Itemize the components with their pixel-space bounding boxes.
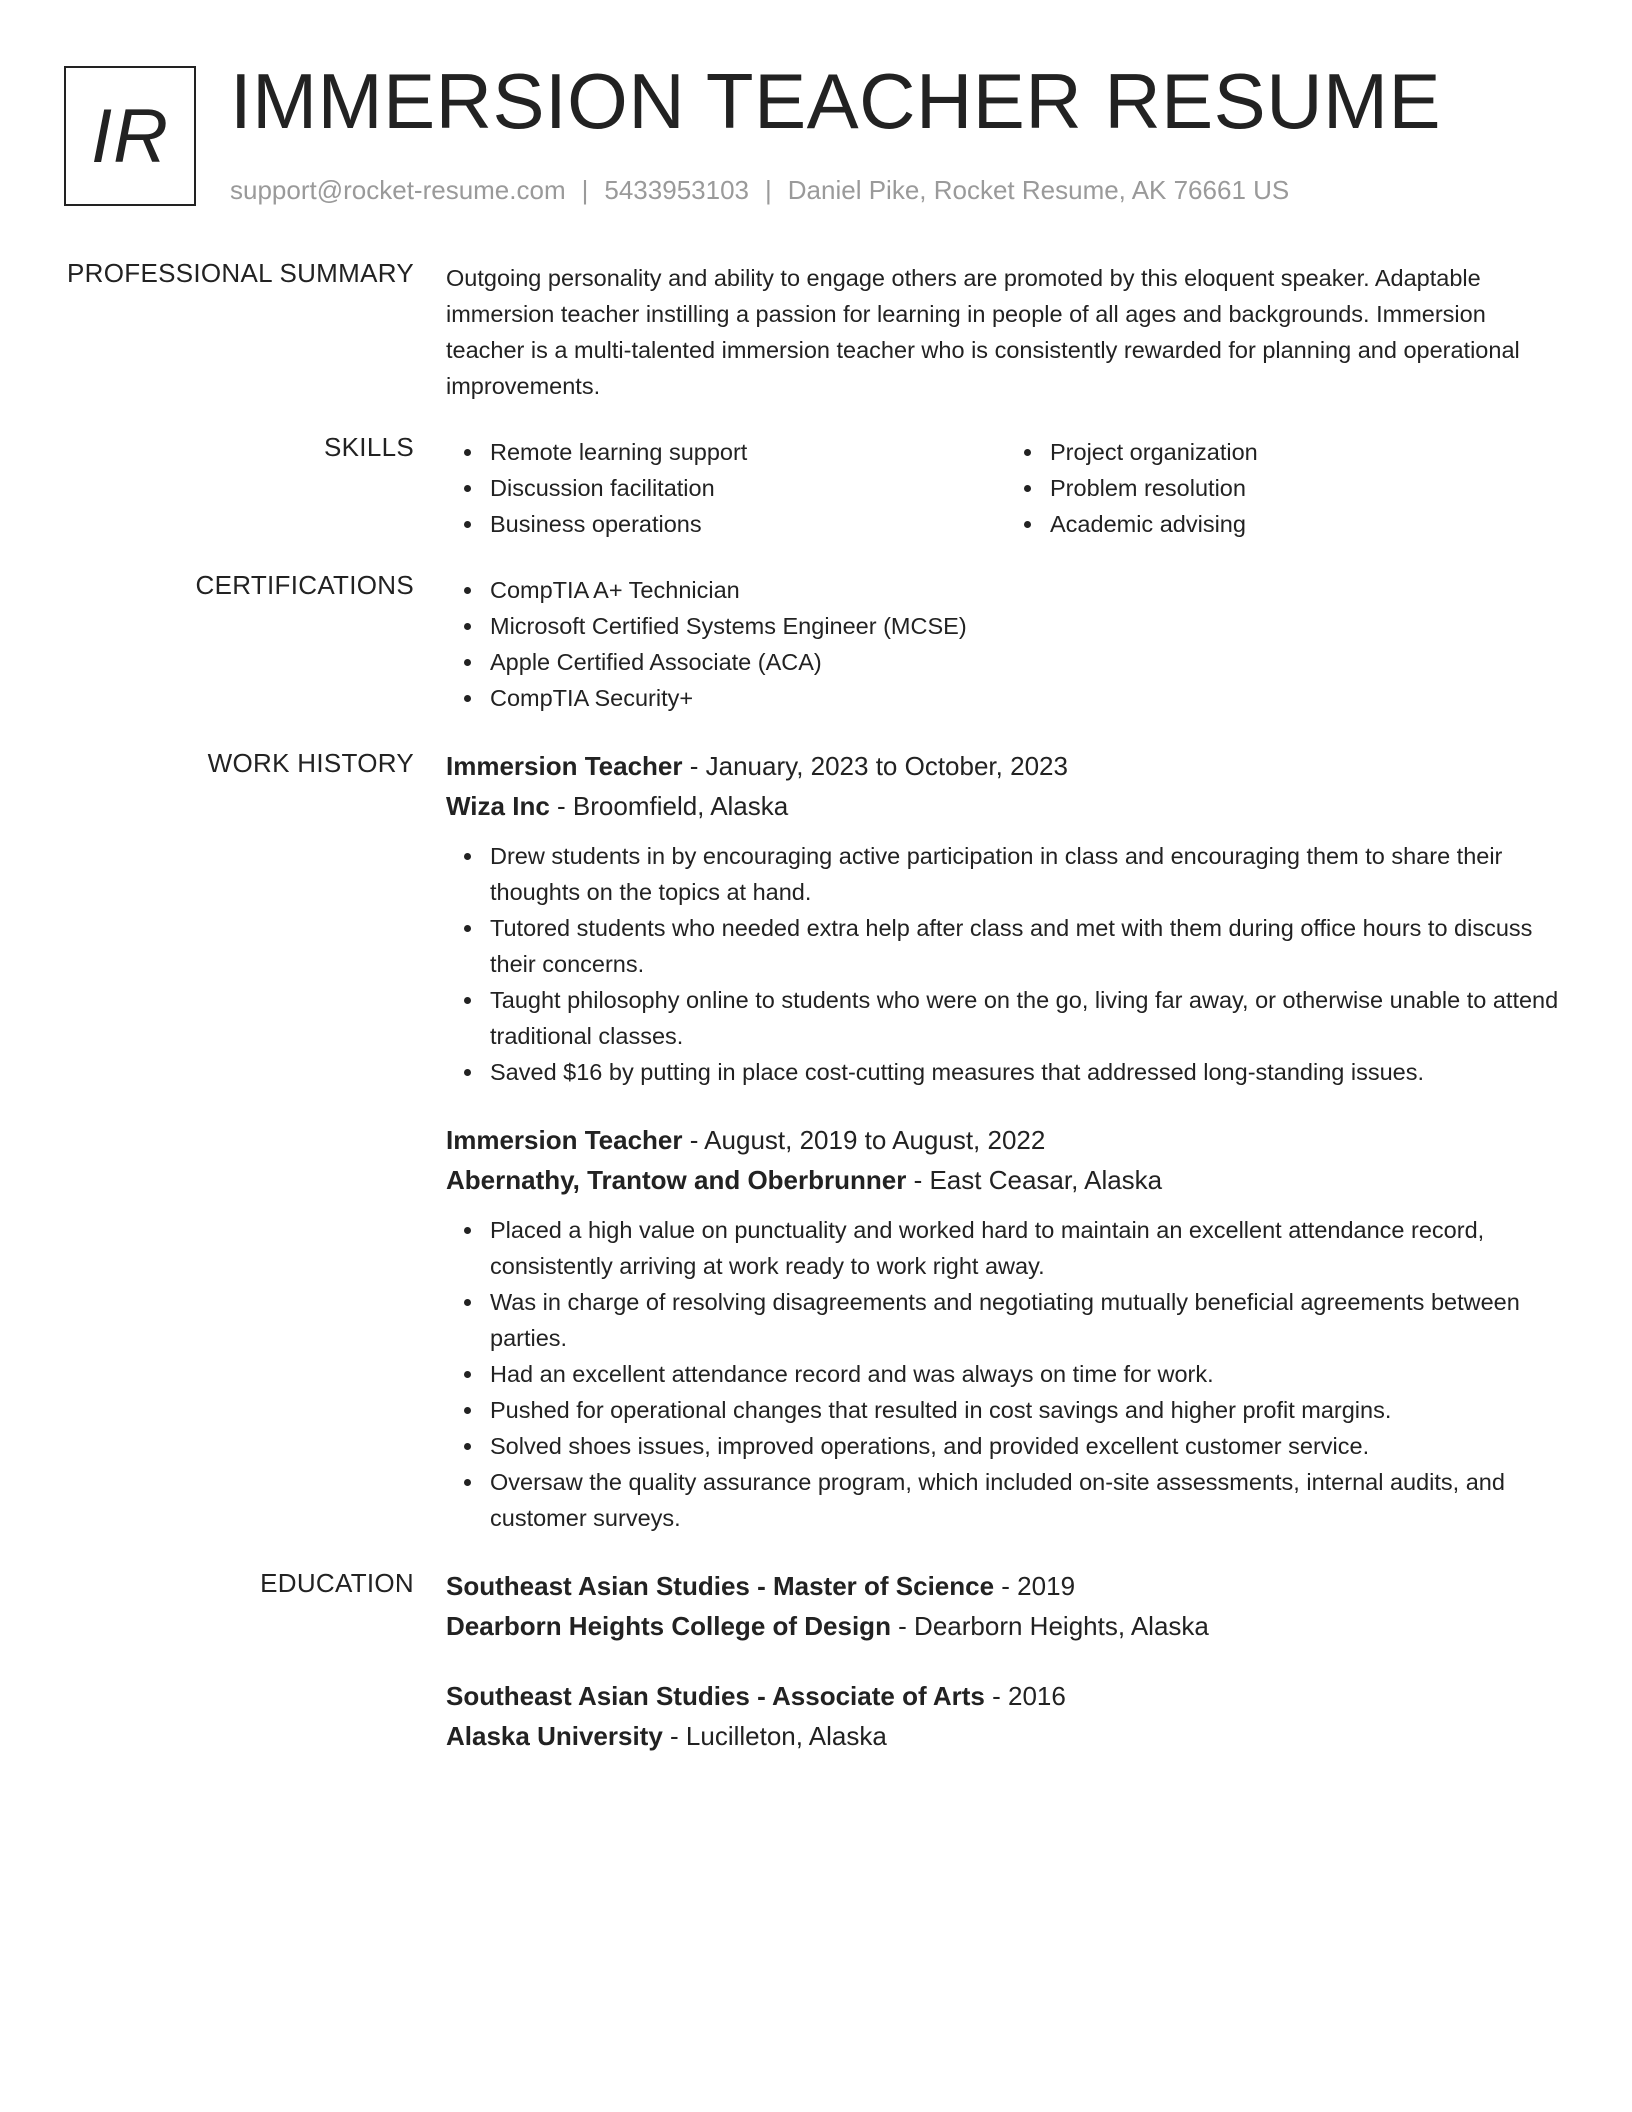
education-location: - Lucilleton, Alaska: [662, 1721, 887, 1751]
skill-item: Project organization: [1050, 434, 1566, 470]
education-year: - 2019: [994, 1571, 1076, 1601]
education-degree: Southeast Asian Studies - Master of Science: [446, 1571, 995, 1601]
education-school: Alaska University: [446, 1721, 663, 1751]
job-entry: [446, 1120, 1566, 1536]
job-bullet: Had an excellent attendance record and was always on time for work.: [490, 1356, 1566, 1392]
education-school-line: [446, 1716, 1566, 1756]
skills-grid: [446, 434, 1566, 542]
job-bullet: Saved $16 by putting in place cost-cutting measures that addressed long-standing issues.: [490, 1054, 1566, 1090]
job-dates: - August, 2019 to August, 2022: [682, 1125, 1046, 1155]
phone[interactable]: 5433953103: [604, 175, 749, 205]
education-school: Dearborn Heights College of Design: [446, 1611, 891, 1641]
education-location: - Dearborn Heights, Alaska: [890, 1611, 1209, 1641]
job-bullets: [446, 838, 1566, 1090]
address: Daniel Pike, Rocket Resume, AK 76661 US: [787, 175, 1290, 205]
section-title-certifications: CERTIFICATIONS: [195, 570, 414, 600]
job-company-line: [446, 786, 1566, 826]
certifications-body: [446, 572, 1566, 716]
education-entry: [446, 1676, 1566, 1756]
email[interactable]: support@rocket-resume.com: [230, 175, 566, 205]
summary-text: Outgoing personality and ability to engage others are promoted by this eloquent speaker. Adaptable immersion teacher instilling a passion for learning in people of all ages and backgrounds. Immersion teacher is a multi-talented immersion teacher who is consistently rewarded for planning and operational improvements.: [446, 265, 1520, 399]
section-title-education: EDUCATION: [260, 1568, 414, 1598]
skill-item: Academic advising: [1050, 506, 1566, 542]
section-title-summary: PROFESSIONAL SUMMARY: [67, 258, 414, 288]
certification-item: Microsoft Certified Systems Engineer (MCSE): [490, 608, 1566, 644]
job-bullet: Placed a high value on punctuality and worked hard to maintain an excellent attendance record, consistently arriving at work ready to work right away.: [490, 1212, 1566, 1284]
contact-line: [230, 175, 1289, 206]
education-degree-line: [446, 1566, 1566, 1606]
work-history-body: [446, 746, 1566, 1536]
job-company: Abernathy, Trantow and Oberbrunner: [446, 1165, 907, 1195]
job-bullets: [446, 1212, 1566, 1536]
job-role: Immersion Teacher: [446, 751, 683, 781]
job-title-line: [446, 1120, 1566, 1160]
separator: |: [765, 175, 772, 205]
job-bullet: Taught philosophy online to students who were on the go, living far away, or otherwise unable to attend traditional classes.: [490, 982, 1566, 1054]
section-title-skills: SKILLS: [324, 432, 414, 462]
certification-item: Apple Certified Associate (ACA): [490, 644, 1566, 680]
job-entry: [446, 746, 1566, 1090]
skills-body: [446, 434, 1566, 542]
certification-item: CompTIA Security+: [490, 680, 1566, 716]
job-company-line: [446, 1160, 1566, 1200]
skill-item: Remote learning support: [490, 434, 1006, 470]
job-role: Immersion Teacher: [446, 1125, 683, 1155]
education-degree-line: [446, 1676, 1566, 1716]
section-title-work-history: WORK HISTORY: [207, 748, 414, 778]
education-entry: [446, 1566, 1566, 1646]
skill-item: Discussion facilitation: [490, 470, 1006, 506]
skills-list-left: [446, 434, 1006, 542]
skill-item: Problem resolution: [1050, 470, 1566, 506]
certification-item: CompTIA A+ Technician: [490, 572, 1566, 608]
job-bullet: Drew students in by encouraging active participation in class and encouraging them to share their thoughts on the topics at hand.: [490, 838, 1566, 910]
job-bullet: Oversaw the quality assurance program, which included on-site assessments, internal audits, and customer surveys.: [490, 1464, 1566, 1536]
education-degree: Southeast Asian Studies - Associate of Arts: [446, 1681, 985, 1711]
job-bullet: Was in charge of resolving disagreements and negotiating mutually beneficial agreements between parties.: [490, 1284, 1566, 1356]
job-bullet: Tutored students who needed extra help after class and met with them during office hours to discuss their concerns.: [490, 910, 1566, 982]
job-location: - Broomfield, Alaska: [549, 791, 789, 821]
job-bullet: Pushed for operational changes that resulted in cost savings and higher profit margins.: [490, 1392, 1566, 1428]
education-body: [446, 1566, 1566, 1786]
skill-item: Business operations: [490, 506, 1006, 542]
job-location: - East Ceasar, Alaska: [906, 1165, 1163, 1195]
job-title-line: [446, 746, 1566, 786]
monogram-badge: IR: [64, 66, 196, 206]
resume-title: IMMERSION TEACHER RESUME: [230, 57, 1442, 145]
education-year: - 2016: [984, 1681, 1066, 1711]
job-dates: - January, 2023 to October, 2023: [682, 751, 1068, 781]
separator: |: [581, 175, 589, 205]
skills-list-right: [1006, 434, 1566, 542]
summary-body: [446, 260, 1566, 404]
certifications-list: [446, 572, 1566, 716]
education-school-line: [446, 1606, 1566, 1646]
job-company: Wiza Inc: [446, 791, 550, 821]
job-bullet: Solved shoes issues, improved operations, and provided excellent customer service.: [490, 1428, 1566, 1464]
